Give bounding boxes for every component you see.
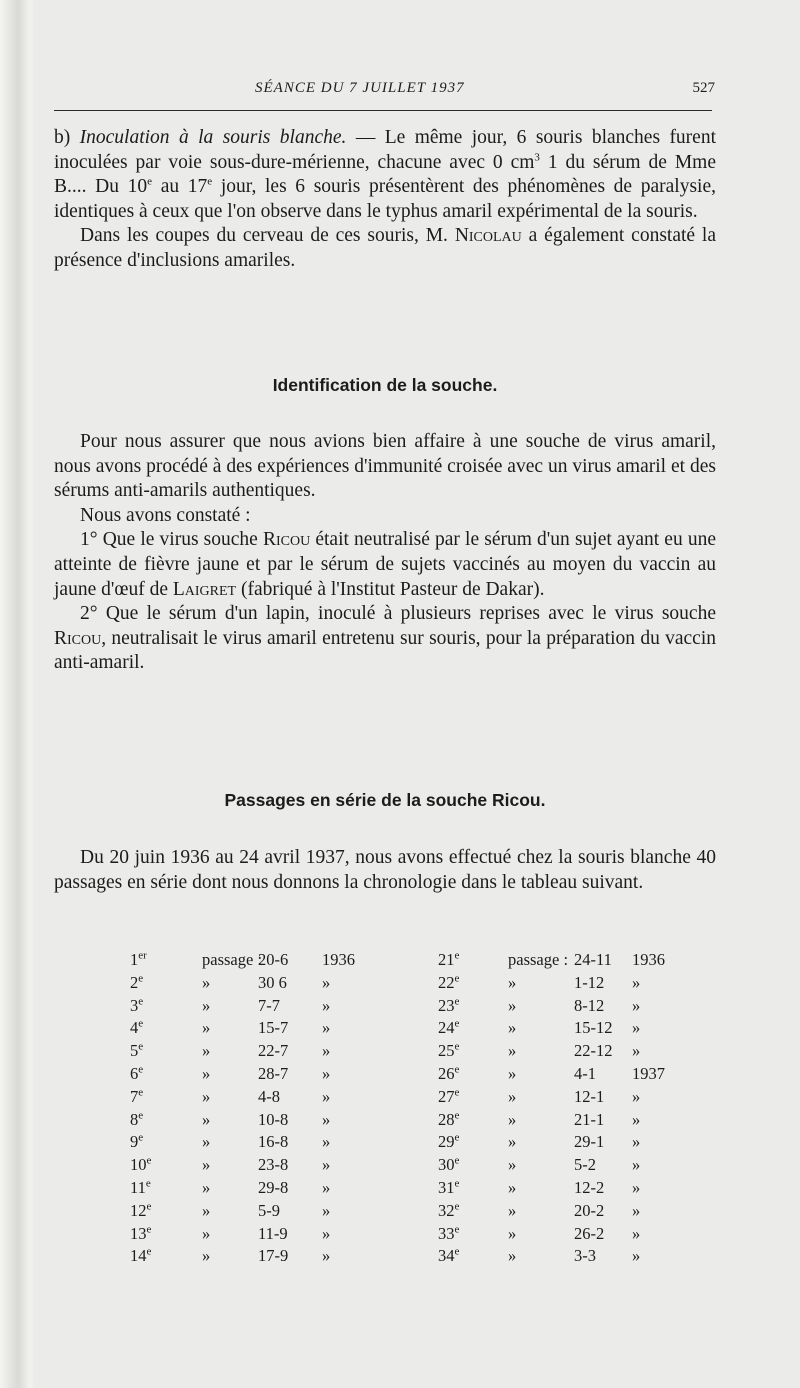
table-row [130, 1224, 690, 1247]
ordinal-suffix: e [454, 1063, 460, 1076]
passage-label: » [508, 1155, 517, 1175]
passage-date: 22-12 [574, 1041, 613, 1061]
passage-number: 10e [130, 1154, 152, 1175]
passage-year: 1936 [322, 950, 355, 969]
passage-label: » [508, 1223, 517, 1243]
strain-name: Ricou [262, 529, 311, 551]
passage-year: » [632, 1177, 641, 1197]
table-row [130, 996, 690, 1019]
ordinal-suffix: e [454, 1017, 460, 1030]
passage-label: » [508, 1132, 517, 1152]
passage-label: » [508, 1200, 517, 1220]
passage-label: passage : [508, 950, 569, 969]
passage-label: » [202, 995, 211, 1015]
passage-year: » [322, 1109, 331, 1129]
passage-year: » [322, 1246, 331, 1266]
ordinal-suffix: e [146, 1200, 152, 1213]
passage-year: » [632, 1223, 641, 1243]
text-run: (fabriqué à l'Institut Pasteur de Dakar). [236, 578, 545, 600]
passage-number: 3e [130, 995, 144, 1015]
ordinal-suffix: e [454, 1223, 460, 1236]
passage-number: 22e [438, 972, 460, 992]
passage-label: » [508, 1018, 517, 1038]
passage-label: » [508, 1063, 517, 1083]
passage-label: » [202, 1246, 211, 1266]
passage-date: 20-2 [574, 1200, 605, 1220]
passage-number: 4e [130, 1017, 144, 1038]
table-row [130, 1041, 690, 1064]
passages-paragraph-1: Du 20 juin 1936 au 24 avril 1937, nous avons effectué chez la souris blanche 40 passages en série dont nous donnons la chronologie dans le tableau suivant. [54, 847, 716, 893]
passage-number: 21e [438, 949, 460, 969]
passage-label: » [202, 1155, 211, 1175]
passage-year: » [632, 1086, 641, 1106]
table-row [130, 1132, 690, 1155]
passage-label: » [202, 1018, 211, 1038]
ordinal-suffix: e [454, 1200, 460, 1213]
passage-year: » [632, 972, 641, 992]
passage-date: 22-7 [258, 1041, 289, 1061]
identification-paragraph-3 [54, 528, 716, 602]
passage-label: » [202, 1041, 211, 1061]
ordinal-suffix: e [454, 1245, 460, 1258]
ordinal-suffix: e [454, 1154, 460, 1167]
passage-date: 11-9 [258, 1223, 288, 1243]
table-row [130, 1110, 690, 1133]
table-row [130, 973, 690, 996]
table-row [130, 1201, 690, 1224]
text-run: , neutralisait le virus amaril entretenu sur souris, pour la préparation du vaccin anti-amaril. [54, 627, 716, 674]
passage-number: 1er [130, 949, 147, 969]
ordinal-suffix: e [454, 1086, 460, 1099]
passage-year: 1936 [632, 950, 665, 969]
identification-paragraph-4 [54, 602, 716, 676]
passage-number: 12e [130, 1200, 152, 1220]
passage-number: 24e [438, 1017, 460, 1038]
ordinal-suffix: e [138, 995, 144, 1008]
section-b-label: b) [54, 127, 80, 148]
ordinal-suffix: e [138, 972, 144, 985]
text-run: — Le même jour, 6 souris blanches furent inoculées par voie sous-dure-mérienne, chacune avec 0 cm [54, 127, 717, 173]
passage-date: 5-9 [258, 1200, 280, 1220]
passage-year: » [632, 1155, 641, 1175]
passage-number: 32e [438, 1200, 460, 1220]
superscript: 3 [534, 151, 540, 164]
passage-number: 25e [438, 1040, 460, 1061]
table-row [130, 1178, 690, 1201]
ordinal-suffix: e [454, 995, 460, 1008]
table-row [130, 950, 690, 973]
passage-date: 7-7 [258, 995, 280, 1015]
passage-year: » [632, 1041, 641, 1061]
ordinal-suffix: e [454, 1131, 460, 1144]
passage-year: » [322, 1041, 331, 1061]
text-run: 1 du sérum de Mme B.... Du 10 [54, 151, 716, 198]
section-b-title: Inoculation à la souris blanche. [79, 127, 347, 148]
text-run: a également constaté la présence d'inclusions amariles. [54, 225, 716, 271]
passage-label: » [202, 1223, 211, 1243]
passage-number: 23e [438, 995, 460, 1015]
passage-year: » [632, 1109, 641, 1129]
passage-year: » [322, 1018, 331, 1038]
passage-year: » [322, 1177, 331, 1197]
passage-date: 24-11 [574, 950, 612, 969]
identification-text [54, 430, 716, 676]
ordinal-suffix: e [138, 1086, 144, 1099]
passage-year: » [632, 995, 641, 1015]
passage-year: » [632, 1246, 641, 1266]
passage-number: 13e [130, 1223, 152, 1243]
section-b-text [54, 126, 716, 274]
passage-date: 21-1 [574, 1109, 605, 1129]
text-run: Dans les coupes du cerveau de ces souris, M. [80, 225, 455, 247]
book-spine-shadow [0, 0, 34, 1388]
passage-date: 28-7 [258, 1063, 289, 1083]
passage-number: 26e [438, 1063, 460, 1083]
passage-date: 29-8 [258, 1177, 289, 1197]
ordinal-suffix: er [138, 949, 147, 962]
passages-text [54, 846, 716, 895]
passage-label: » [202, 1132, 211, 1152]
passage-year: » [632, 1018, 641, 1038]
ordinal-suffix: e [138, 1109, 144, 1122]
passage-date: 1-12 [574, 972, 605, 992]
passage-year: » [322, 1155, 331, 1175]
passage-date: 30 6 [258, 972, 287, 992]
text-run: était neutralisé par le sérum d'un sujet ayant eu une atteinte de fièvre jaune et par le sérum de sujets vaccinés au moyen du vaccin au jaune d'œuf de [54, 529, 716, 600]
passages-heading: Passages en série de la souche Ricou. [224, 790, 546, 810]
passage-date: 16-8 [258, 1132, 289, 1152]
passage-year: » [322, 1086, 331, 1106]
ordinal-suffix: e [454, 972, 460, 985]
passage-date: 20-6 [258, 950, 289, 969]
passage-number: 14e [130, 1245, 152, 1266]
author-name: Laigret [172, 578, 237, 600]
passage-year: » [322, 1132, 331, 1152]
passage-date: 15-7 [258, 1018, 289, 1038]
passage-year: » [322, 972, 331, 992]
section-b-paragraph-1 [54, 126, 716, 224]
running-title: SÉANCE DU 7 JUILLET 1937 [255, 80, 465, 96]
identification-paragraph-2: Nous avons constaté : [80, 504, 251, 526]
passage-label: » [202, 972, 211, 992]
passage-year: » [322, 1063, 331, 1083]
passage-date: 10-8 [258, 1109, 289, 1129]
text-run: 2° Que le sérum d'un lapin, inoculé à plusieurs reprises avec le virus souche [80, 603, 716, 625]
ordinal-suffix: e [146, 1154, 152, 1167]
passage-year: » [632, 1132, 641, 1152]
passage-number: 31e [438, 1177, 460, 1197]
strain-name: Ricou [54, 627, 102, 649]
passage-date: 3-3 [574, 1246, 596, 1266]
passage-date: 23-8 [258, 1155, 289, 1175]
passage-date: 12-1 [574, 1086, 605, 1106]
passage-year: » [322, 1200, 331, 1220]
superscript: e [147, 175, 153, 188]
passage-label: » [202, 1063, 211, 1083]
text-run: jour, les 6 souris présentèrent des phénomènes de paralysie, identiques à ceux que l'on observe dans le typhus amaril expérimental de la souris. [54, 176, 717, 222]
passage-label: » [508, 1177, 517, 1197]
passage-date: 12-2 [574, 1177, 605, 1197]
passage-number: 29e [438, 1131, 460, 1152]
identification-heading: Identification de la souche. [272, 375, 498, 395]
table-row [130, 1246, 690, 1269]
section-b-paragraph-2 [54, 224, 716, 273]
passage-number: 2e [130, 972, 144, 992]
passage-date: 4-1 [574, 1063, 596, 1083]
passage-year: » [632, 1200, 641, 1220]
running-header [255, 80, 715, 97]
table-row [130, 1155, 690, 1178]
passage-label: » [508, 1086, 517, 1106]
passage-label: » [202, 1200, 211, 1220]
passage-number: 8e [130, 1109, 144, 1129]
passage-number: 28e [438, 1109, 460, 1129]
passage-label: » [202, 1109, 211, 1129]
ordinal-suffix: e [138, 1131, 144, 1144]
ordinal-suffix: e [146, 1223, 152, 1236]
table-row [130, 1064, 690, 1087]
passage-year: » [322, 995, 331, 1015]
passage-label: » [202, 1177, 211, 1197]
passage-year: 1937 [632, 1063, 665, 1083]
author-name: Nicolau [454, 225, 522, 247]
passage-date: 8-12 [574, 995, 605, 1015]
passage-number: 34e [438, 1245, 460, 1266]
ordinal-suffix: e [146, 1245, 152, 1258]
text-run: au 17 [152, 176, 208, 198]
passage-date: 17-9 [258, 1246, 289, 1266]
passage-number: 11e [130, 1177, 151, 1197]
passage-label: » [508, 1041, 517, 1061]
passage-number: 33e [438, 1223, 460, 1243]
ordinal-suffix: e [138, 1063, 144, 1076]
passage-label: » [508, 1109, 517, 1129]
ordinal-suffix: e [138, 1017, 144, 1030]
passage-number: 27e [438, 1086, 460, 1106]
ordinal-suffix: e [454, 1040, 460, 1053]
superscript: e [207, 175, 213, 188]
passage-year: » [322, 1223, 331, 1243]
text-run: 1° Que le virus souche [80, 529, 263, 551]
passage-label: » [508, 972, 517, 992]
passage-date: 4-8 [258, 1086, 280, 1106]
passage-date: 5-2 [574, 1155, 596, 1175]
page-number: 527 [692, 80, 715, 96]
ordinal-suffix: e [145, 1177, 151, 1190]
passage-label: passage : [202, 950, 263, 969]
header-rule [54, 110, 712, 111]
passage-label: » [202, 1086, 211, 1106]
passage-date: 26-2 [574, 1223, 605, 1243]
ordinal-suffix: e [454, 1109, 460, 1122]
ordinal-suffix: e [454, 949, 460, 962]
passage-label: » [508, 995, 517, 1015]
table-row [130, 1087, 690, 1110]
table-row [130, 1018, 690, 1041]
passage-number: 30e [438, 1154, 460, 1175]
passage-number: 5e [130, 1040, 144, 1061]
identification-paragraph-1: Pour nous assurer que nous avions bien affaire à une souche de virus amaril, nous avons procédé à des expériences d'immunité croisée avec un virus amaril et des sérums anti-amarils authentiques. [54, 431, 716, 502]
passage-label: » [508, 1246, 517, 1266]
passage-number: 9e [130, 1131, 144, 1152]
passage-date: 15-12 [574, 1018, 613, 1038]
passage-number: 7e [130, 1086, 144, 1106]
passage-table [130, 950, 690, 1269]
ordinal-suffix: e [138, 1040, 144, 1053]
passage-number: 6e [130, 1063, 144, 1083]
passage-date: 29-1 [574, 1132, 605, 1152]
ordinal-suffix: e [454, 1177, 460, 1190]
